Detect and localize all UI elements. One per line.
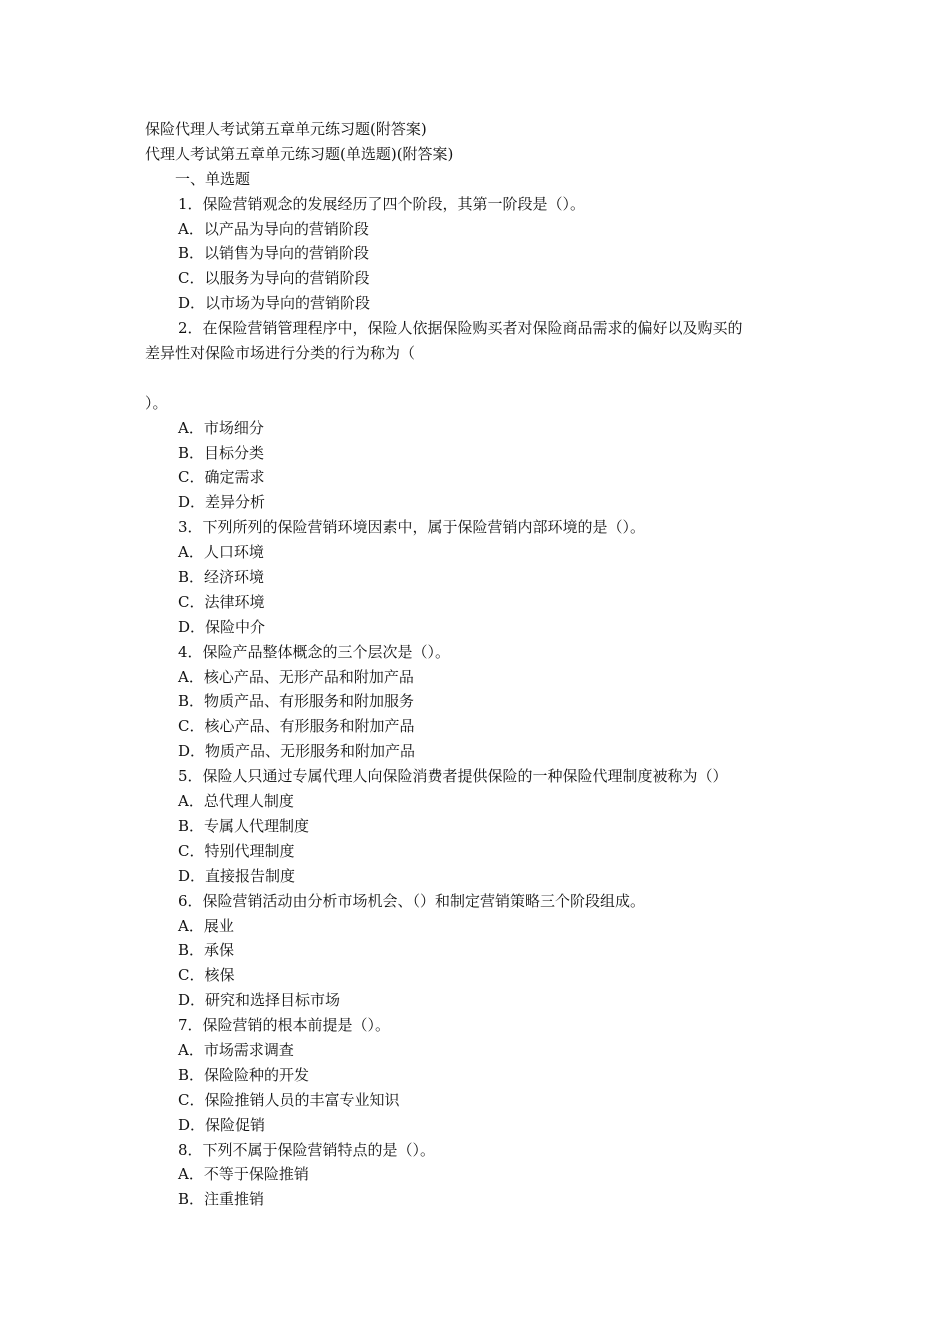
answer-option: B．目标分类 <box>178 443 265 462</box>
answer-option: C．核保 <box>178 966 235 985</box>
answer-option: C．以服务为导向的营销阶段 <box>178 269 370 288</box>
answer-option: B．保险险种的开发 <box>178 1065 310 1084</box>
answer-option: D．差异分析 <box>178 493 266 512</box>
answer-option: C．保险推销人员的丰富专业知识 <box>178 1090 400 1109</box>
answer-option: B．以销售为导向的营销阶段 <box>178 244 370 263</box>
answer-option: D．物质产品、无形服务和附加产品 <box>178 742 416 761</box>
answer-option: C．确定需求 <box>178 468 265 487</box>
answer-option: D．保险中介 <box>178 617 266 636</box>
answer-option: A．展业 <box>178 916 234 935</box>
answer-option: B．专属人代理制度 <box>178 816 310 835</box>
answer-option: D．以市场为导向的营销阶段 <box>178 294 371 313</box>
answer-option: A．市场细分 <box>178 418 264 437</box>
answer-option: C．法律环境 <box>178 592 265 611</box>
answer-option: C．特别代理制度 <box>178 841 295 860</box>
document-subtitle: 代理人考试第五章单元练习题(单选题)(附答案) <box>145 144 454 163</box>
answer-option: A．市场需求调查 <box>178 1040 294 1059</box>
answer-option: B．注重推销 <box>178 1190 265 1209</box>
answer-option: A．人口环境 <box>178 543 264 562</box>
answer-option: A．总代理人制度 <box>178 792 294 811</box>
section-heading: 一、单选题 <box>175 169 251 188</box>
answer-option: A．不等于保险推销 <box>178 1165 309 1184</box>
question-stem: 7．保险营销的根本前提是（）。 <box>178 1016 391 1035</box>
question-stem: 1．保险营销观念的发展经历了四个阶段，其第一阶段是（）。 <box>178 194 586 213</box>
document-body <box>145 117 815 1212</box>
question-stem: 8．下列不属于保险营销特点的是（）。 <box>178 1140 436 1159</box>
blank-line <box>145 366 815 391</box>
question-stem: 5．保险人只通过专属代理人向保险消费者提供保险的一种保险代理制度被称为（） <box>178 767 728 786</box>
answer-option: B．经济环境 <box>178 568 265 587</box>
answer-option: D．研究和选择目标市场 <box>178 991 341 1010</box>
answer-option: C．核心产品、有形服务和附加产品 <box>178 717 415 736</box>
answer-option: D．直接报告制度 <box>178 866 296 885</box>
question-stem-continuation: 差异性对保险市场进行分类的行为称为（ <box>145 344 416 363</box>
answer-option: B．承保 <box>178 941 235 960</box>
question-stem: 3．下列所列的保险营销环境因素中，属于保险营销内部环境的是（）。 <box>178 518 646 537</box>
question-stem-end: ）。 <box>145 393 168 412</box>
answer-option: D．保险促销 <box>178 1115 266 1134</box>
question-stem: 6．保险营销活动由分析市场机会、（）和制定营销策略三个阶段组成。 <box>178 891 646 910</box>
question-stem: 4．保险产品整体概念的三个层次是（）。 <box>178 642 451 661</box>
answer-option: A．核心产品、无形产品和附加产品 <box>178 667 414 686</box>
answer-option: A．以产品为导向的营销阶段 <box>178 219 369 238</box>
question-stem: 2．在保险营销管理程序中，保险人依据保险购买者对保险商品需求的偏好以及购买的 <box>178 319 743 338</box>
answer-option: B．物质产品、有形服务和附加服务 <box>178 692 415 711</box>
document-title: 保险代理人考试第五章单元练习题(附答案) <box>145 120 427 138</box>
